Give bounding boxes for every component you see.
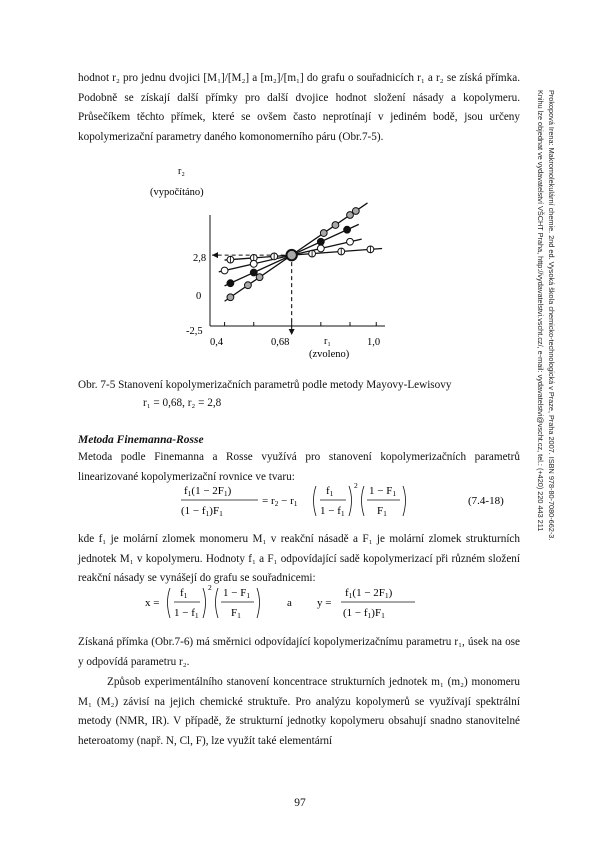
series-3-point-3 <box>320 230 327 237</box>
svg-text:f1: f1 <box>180 587 188 600</box>
figure-caption-line1: Obr. 7-5 Stanovení kopolymerizačních parametrů podle metody Mayovy-Lewisovy <box>78 379 452 391</box>
x-axis-label-symbol: r₁ <box>324 336 331 347</box>
series-2-point-1 <box>250 269 257 276</box>
svg-text:x =: x = <box>145 597 160 609</box>
svg-text:f1: f1 <box>326 485 334 498</box>
x-tick-label-1-0: 1,0 <box>367 337 381 348</box>
fineman-ross-definitions: kde f₁ je molární zlomek monomeru M₁ v reakční násadě a F₁ je molární zlomek strukturních jednotek M₁ v kopolymeru. Hodnoty f₁ a F₁ odpovídající sadě kopolymerizací při různém složení reakční násady se vynášejí do grafu se souřadnicemi: <box>78 533 520 585</box>
series-3-point-1 <box>245 282 252 289</box>
svg-text:F1: F1 <box>231 607 241 620</box>
series-2-point-2 <box>317 238 324 245</box>
svg-text:(1 − f1)F1: (1 − f1)F1 <box>343 607 385 620</box>
intro-paragraph: hodnot r₂ pro jednu dvojici [M₁]/[M₂] a [m₂]/[m₁] do grafu o souřadnicích r₁ a r₂ se získá přímka. Podobně se získají další přímky pro další dvojice hodnot složení násady a kopolymeru. Průsečíkem těchto přímek, které se ovšem často neprotínají v jediném bodě, jsou určeny kopolymerizační parametry daného komonomerního páru (Obr.7-5). <box>78 72 520 143</box>
x-axis-label-text: (zvoleno) <box>309 349 350 360</box>
chart-points <box>221 208 374 301</box>
svg-text:F1: F1 <box>377 505 387 518</box>
fineman-ross-line: Získaná přímka (Obr.7-6) má směrnici odpovídající kopolymerizačnímu parametru r₁, úsek na ose y odpovídá parametru r₂. <box>78 636 520 668</box>
svg-text:1 − f1: 1 − f1 <box>174 607 199 620</box>
svg-text:2: 2 <box>208 583 212 592</box>
y-tick-label-0: 0 <box>196 291 202 302</box>
side-note-line2: Knihu lze objednat ve vydavatelství VŠCHT Praha, http://vydavatelstvi.vscht.cz/, e-mail: vydavatelstvi@vscht.cz, tel.: (+420) 220 443 211 <box>536 90 546 532</box>
series-3-point-6 <box>352 208 359 215</box>
y-tick-label-2-8: 2,8 <box>193 253 207 264</box>
svg-text:f1(1 − 2F1): f1(1 − 2F1) <box>184 485 232 498</box>
chart-lines <box>219 203 382 301</box>
figure-caption-line2: r₁ = 0,68, r₂ = 2,8 <box>143 397 222 409</box>
method-paragraph: Způsob experimentálního stanovení koncentrace strukturních jednotek m₁ (m₂) monomeru M₁ (M₂) závisí na jejich chemické struktuře. Pro analýzu kopolymerů se využívají spektrální metody (NMR, IR). V případě, že strukturní jednotky kopolymeru obsahují snadno stanovitelné heteroatomy (např. N, Cl, F), lze využít také elementární <box>78 676 520 747</box>
equation-7-4-18 <box>178 480 538 522</box>
page-number: 97 <box>294 797 306 809</box>
chart-axes <box>210 215 385 326</box>
equation-coordinates <box>145 582 445 624</box>
series-2-point-0 <box>227 280 234 287</box>
series-1-point-1 <box>250 260 257 267</box>
svg-text:= r2 − r1: = r2 − r1 <box>262 495 298 508</box>
y-tick-label-minus-2-5: -2,5 <box>186 326 203 337</box>
series-3-point-2 <box>256 274 263 281</box>
svg-text:f1(1 − 2F1): f1(1 − 2F1) <box>345 587 393 600</box>
series-2-point-3 <box>344 226 351 233</box>
svg-text:(1 − f1)F1: (1 − f1)F1 <box>181 505 223 518</box>
series-3-point-0 <box>227 294 234 301</box>
figure-7-5 <box>130 160 430 375</box>
series-3-point-4 <box>332 222 339 229</box>
x-tick-label-0-4: 0,4 <box>210 337 224 348</box>
svg-text:2: 2 <box>354 481 358 490</box>
side-note <box>535 90 556 540</box>
equation-and-word: a <box>287 597 292 609</box>
svg-text:1 − F1: 1 − F1 <box>223 587 251 600</box>
vertical-guide-arrow <box>289 329 295 335</box>
series-1-point-2 <box>317 245 324 252</box>
side-note-line1: Prokopová Irena: Makromolekulární chemie. 2nd ed. Vysoká škola chemicko-technologická v Praze, Praha 2007. ISBN 978-80-7080-662-3. <box>547 90 556 541</box>
intersection-point <box>286 250 296 260</box>
series-1-point-3 <box>347 238 354 245</box>
series-1-point-0 <box>221 267 228 274</box>
svg-text:1 − F1: 1 − F1 <box>369 485 397 498</box>
x-tick-label-0-68: 0,68 <box>271 337 290 348</box>
svg-text:1 − f1: 1 − f1 <box>320 505 345 518</box>
horizontal-guide-arrow <box>212 252 218 258</box>
section-heading: Metoda Finemanna-Rosse <box>78 434 204 446</box>
fineman-ross-intro: Metoda podle Finemanna a Rosse využívá pro stanovení kopolymerizačních parametrů linearizované kopolymerizační rovnice ve tvaru: <box>78 451 520 483</box>
y-axis-label-symbol: r₂ <box>178 166 185 177</box>
y-axis-label-text: (vypočítáno) <box>150 187 204 198</box>
equation-number: (7.4-18) <box>468 495 504 507</box>
svg-text:y =: y = <box>317 597 332 609</box>
